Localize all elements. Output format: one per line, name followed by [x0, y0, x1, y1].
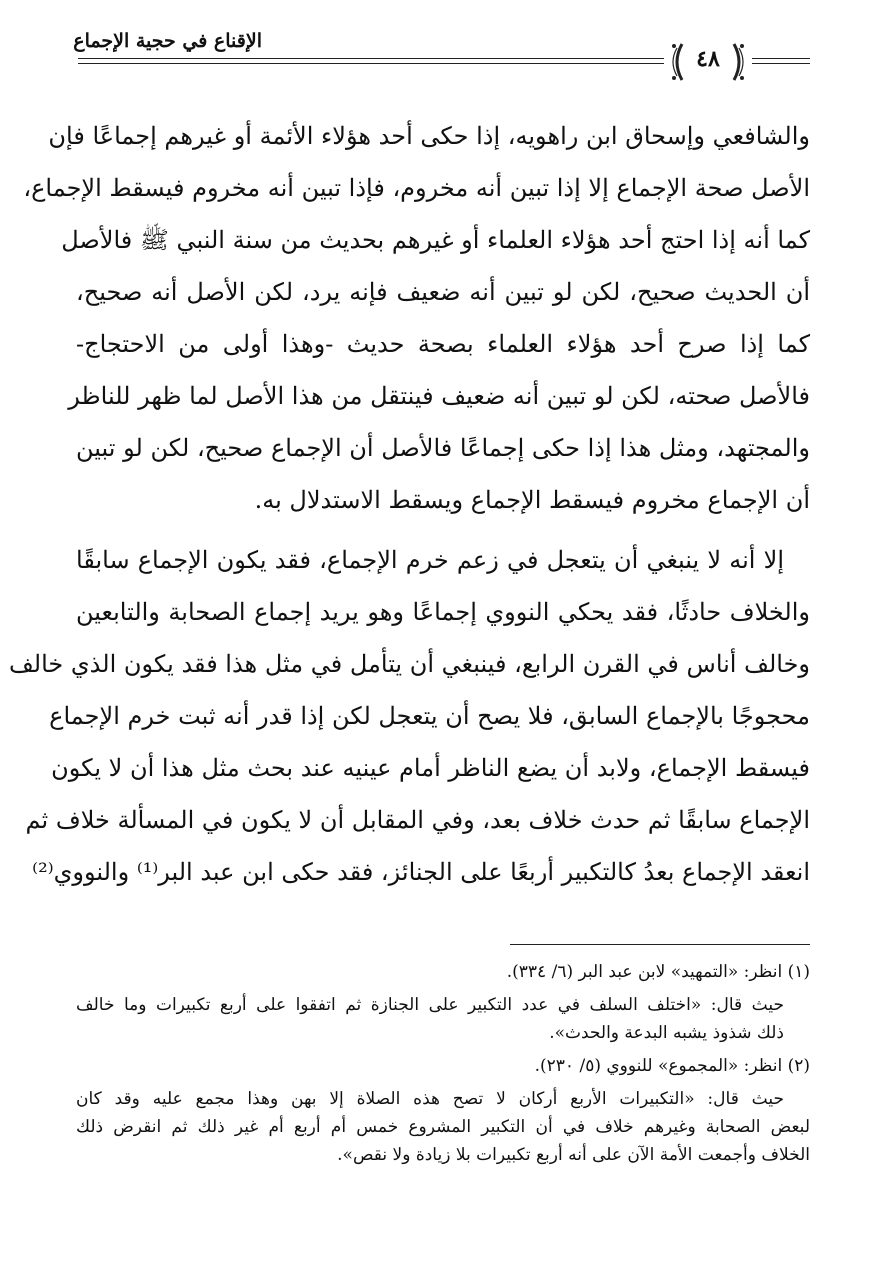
text-line: وخالف أناس في القرن الرابع، فينبغي أن يتأمل في مثل هذا فقد يكون الذي خالف — [8, 650, 810, 678]
header-rule — [752, 63, 810, 64]
header-rule — [78, 58, 664, 59]
text-line: فالأصل صحته، لكن لو تبين أنه ضعيف فينتقل من هذا الأصل لما ظهر للناظر — [68, 382, 810, 410]
footnote-ref: (١) انظر: «التمهيد» لابن عبد البر (٦/ ٣٣٤). — [506, 962, 810, 982]
header-rule — [78, 63, 664, 64]
text-line: إلا أنه لا ينبغي أن يتعجل في زعم خرم الإجماع، فقد يكون الإجماع سابقًا — [76, 546, 784, 574]
text-line: الأصل صحة الإجماع إلا إذا تبين أنه مخروم، فإذا تبين أنه مخروم فيسقط الإجماع، — [23, 174, 810, 202]
page-number: ٤٨ — [696, 46, 720, 72]
header-rule — [752, 58, 810, 59]
footnotes — [76, 958, 810, 1169]
text-line: كما إذا صرح أحد هؤلاء العلماء بصحة حديث -وهذا أولى من الاحتجاج- — [76, 330, 810, 358]
text-line: محجوجًا بالإجماع السابق، فلا يصح أن يتعجل لكن إذا قدر أنه ثبت خرم الإجماع — [49, 702, 810, 730]
footnote-text: ذلك شذوذ يشبه البدعة والحدث». — [549, 1023, 784, 1043]
running-header-title: الإقناع في حجية الإجماع — [73, 30, 262, 52]
text-line: الإجماع سابقًا ثم حدث خلاف بعد، وفي المقابل أن لا يكون في المسألة خلاف ثم — [25, 806, 810, 834]
footnote-ref: (٢) انظر: «المجموع» للنووي (٥/ ٢٣٠). — [534, 1056, 810, 1076]
text-line: أن الحديث صحيح، لكن لو تبين أنه ضعيف فإنه يرد، لكن الأصل أنه صحيح، — [76, 278, 810, 306]
text-line: والمجتهد، ومثل هذا إذا حكى إجماعًا فالأصل أن الإجماع صحيح، لكن لو تبين — [76, 434, 810, 462]
text-line: والشافعي وإسحاق ابن راهويه، إذا حكى أحد هؤلاء الأئمة أو غيرهم إجماعًا فإن — [48, 122, 810, 150]
footnote-separator — [510, 944, 810, 945]
text-line: انعقد الإجماع بعدُ كالتكبير أربعًا على الجنائز، فقد حكى ابن عبد البر⁽¹⁾ والنووي⁽²⁾ — [32, 858, 810, 886]
footnote-text: الخلاف وأجمعت الأمة الآن على أنه أربع تكبيرات بلا زيادة ولا نقص». — [337, 1145, 810, 1165]
text-line: والخلاف حادثًا، فقد يحكي النووي إجماعًا وهو يريد إجماع الصحابة والتابعين — [76, 598, 810, 626]
footnote-text: حيث قال: «التكبيرات الأربع أركان لا تصح هذه الصلاة إلا بهن وهذا مجمع عليه وقد كان — [76, 1089, 784, 1109]
footnote-text: حيث قال: «اختلف السلف في عدد التكبير على الجنازة ثم اتفقوا على أربع تكبيرات وما خالف — [76, 995, 784, 1015]
text-line: فيسقط الإجماع، ولابد أن يضع الناظر أمام عينيه عند بحث مثل هذا أن لا يكون — [51, 754, 810, 782]
text-line: أن الإجماع مخروم فيسقط الإجماع ويسقط الاستدلال به. — [254, 486, 810, 514]
footnote-text: لبعض الصحابة وغيرهم خلاف في أن التكبير المشروع خمس أم أربع أم غير ذلك ثم انقرض ذلك — [76, 1117, 810, 1137]
body-text — [8, 116, 810, 904]
text-line: كما أنه إذا احتج أحد هؤلاء العلماء أو غيرهم بحديث من سنة النبي ﷺ فالأصل — [61, 226, 810, 254]
